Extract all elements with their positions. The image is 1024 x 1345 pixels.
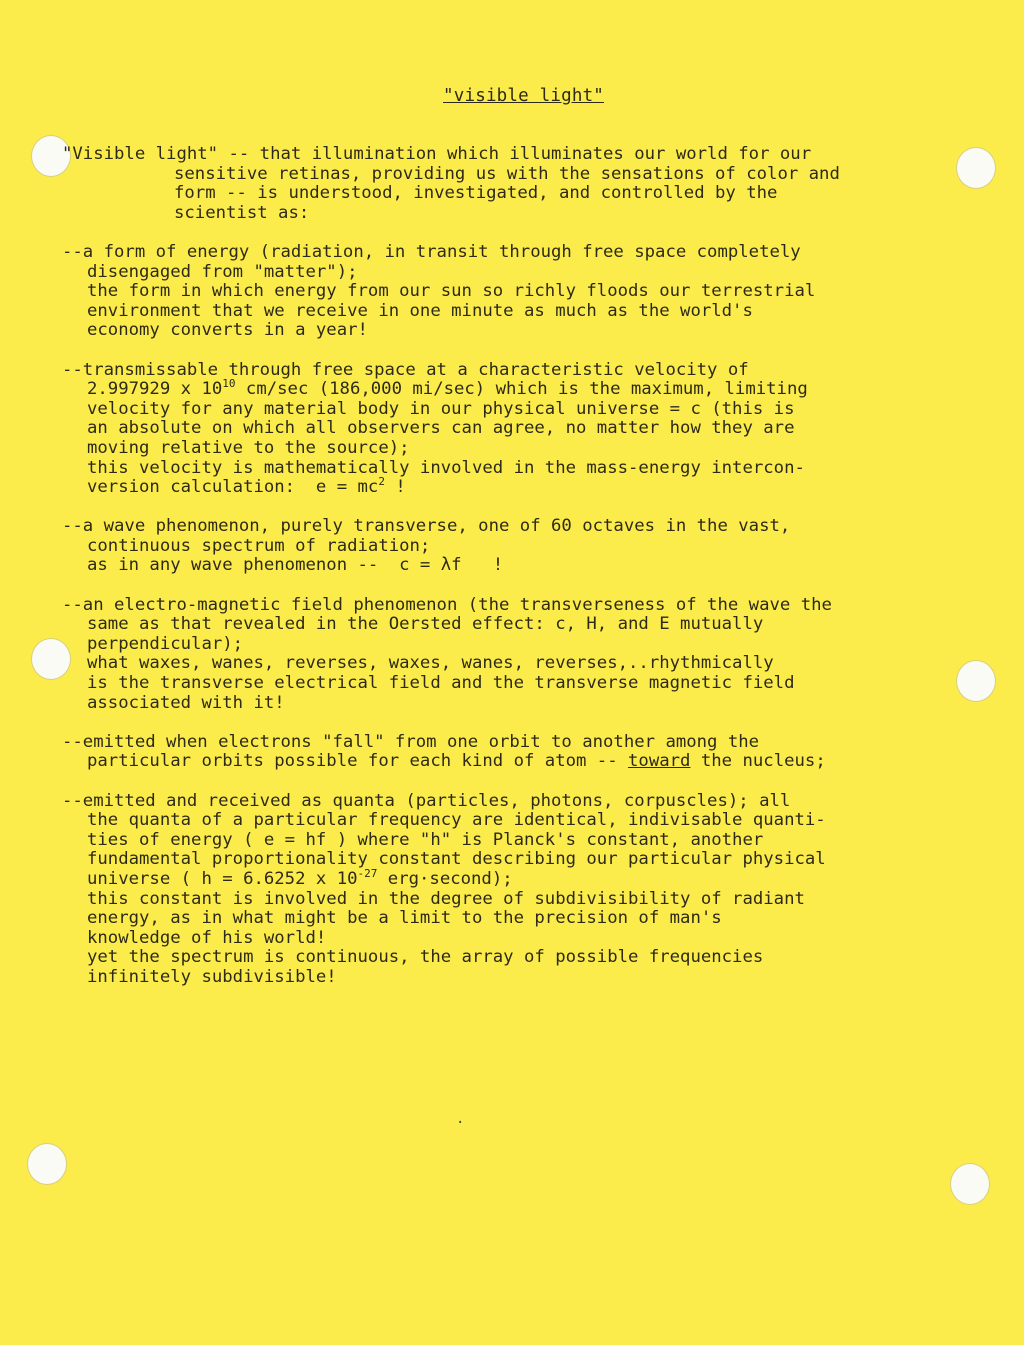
text-line: scientist as: bbox=[174, 202, 310, 223]
punch-hole bbox=[950, 1163, 990, 1205]
section-quanta bbox=[62, 792, 962, 988]
text-line: an absolute on which all observers can agree, no matter how they are bbox=[87, 418, 795, 439]
text-line: sensitive retinas, providing us with the sensations of color and bbox=[174, 163, 840, 184]
text-line: energy, as in what might be a limit to the precision of man's bbox=[87, 908, 722, 929]
punch-hole bbox=[27, 1143, 67, 1185]
text-line: perpendicular); bbox=[87, 633, 244, 654]
text-line: this velocity is mathematically involved in the mass-energy intercon- bbox=[87, 457, 805, 478]
text-line: --a form of energy (radiation, in transit through free space completely bbox=[62, 241, 801, 262]
text-line: 2.997929 x $10^{10}$ cm/sec (186,000 mi/sec) which is the maximum, limiting bbox=[87, 377, 808, 400]
text-line: disengaged from "matter"); bbox=[87, 261, 358, 282]
text-line: continuous spectrum of radiation; bbox=[87, 535, 431, 556]
text-line: --emitted and received as quanta (particles, photons, corpuscles); all bbox=[62, 790, 791, 811]
text-line: --transmissable through free space at a characteristic velocity of bbox=[62, 359, 749, 380]
text-line: as in any wave phenomenon -- c = λf ! bbox=[87, 555, 504, 576]
section-electrons bbox=[62, 733, 962, 772]
section-energy bbox=[62, 243, 962, 341]
section-electromagnetic bbox=[62, 596, 962, 714]
stray-mark: · bbox=[456, 1115, 465, 1131]
text-line: the quanta of a particular frequency are identical, indivisable quanti- bbox=[87, 810, 826, 831]
text-line: associated with it! bbox=[87, 692, 285, 713]
text-line: environment that we receive in one minute as much as the world's bbox=[87, 300, 753, 321]
text-line: particular orbits possible for each kind of atom -- toward the nucleus; bbox=[87, 751, 826, 772]
text-line: infinitely subdivisible! bbox=[87, 966, 337, 987]
text-line: what waxes, wanes, reverses, waxes, wanes, reverses,..rhythmically bbox=[87, 653, 774, 674]
text-line: knowledge of his world! bbox=[87, 927, 327, 948]
punch-hole bbox=[956, 147, 996, 189]
text-line: --a wave phenomenon, purely transverse, one of 60 octaves in the vast, bbox=[62, 516, 791, 537]
text-line: same as that revealed in the Oersted effect: c, H, and E mutually bbox=[87, 614, 764, 635]
text-line: velocity for any material body in our physical universe = c (this is bbox=[87, 398, 795, 419]
text-line: is the transverse electrical field and the transverse magnetic field bbox=[87, 673, 795, 694]
intro-paragraph bbox=[62, 145, 962, 223]
section-velocity bbox=[62, 361, 962, 498]
page-title: "visible light" bbox=[443, 86, 605, 106]
text-line: "Visible light" -- that illumination which illuminates our world for our bbox=[62, 144, 812, 164]
text-line: yet the spectrum is continuous, the array of possible frequencies bbox=[87, 947, 764, 968]
text-line: moving relative to the source); bbox=[87, 437, 410, 458]
text-line: fundamental proportionality constant describing our particular physical bbox=[87, 849, 826, 870]
text-line: form -- is understood, investigated, and controlled by the bbox=[174, 183, 778, 204]
text-line: --an electro-magnetic field phenomenon (the transverseness of the wave the bbox=[62, 594, 832, 615]
text-line: version calculation: $e = mc^2$ ! bbox=[87, 475, 406, 498]
punch-hole bbox=[956, 660, 996, 702]
text-line: economy converts in a year! bbox=[87, 320, 368, 341]
section-wave bbox=[62, 517, 962, 576]
text-line: universe ( h = 6.6252 x $10^{-27}$ erg·second); bbox=[87, 867, 513, 889]
text-line: ties of energy ( e = hf ) where "h" is Planck's constant, another bbox=[87, 829, 764, 850]
document-body bbox=[62, 145, 962, 1007]
text-line: this constant is involved in the degree of subdivisibility of radiant bbox=[87, 888, 805, 909]
text-line: --emitted when electrons "fall" from one orbit to another among the bbox=[62, 731, 760, 752]
text-line: the form in which energy from our sun so richly floods our terrestrial bbox=[87, 281, 816, 302]
